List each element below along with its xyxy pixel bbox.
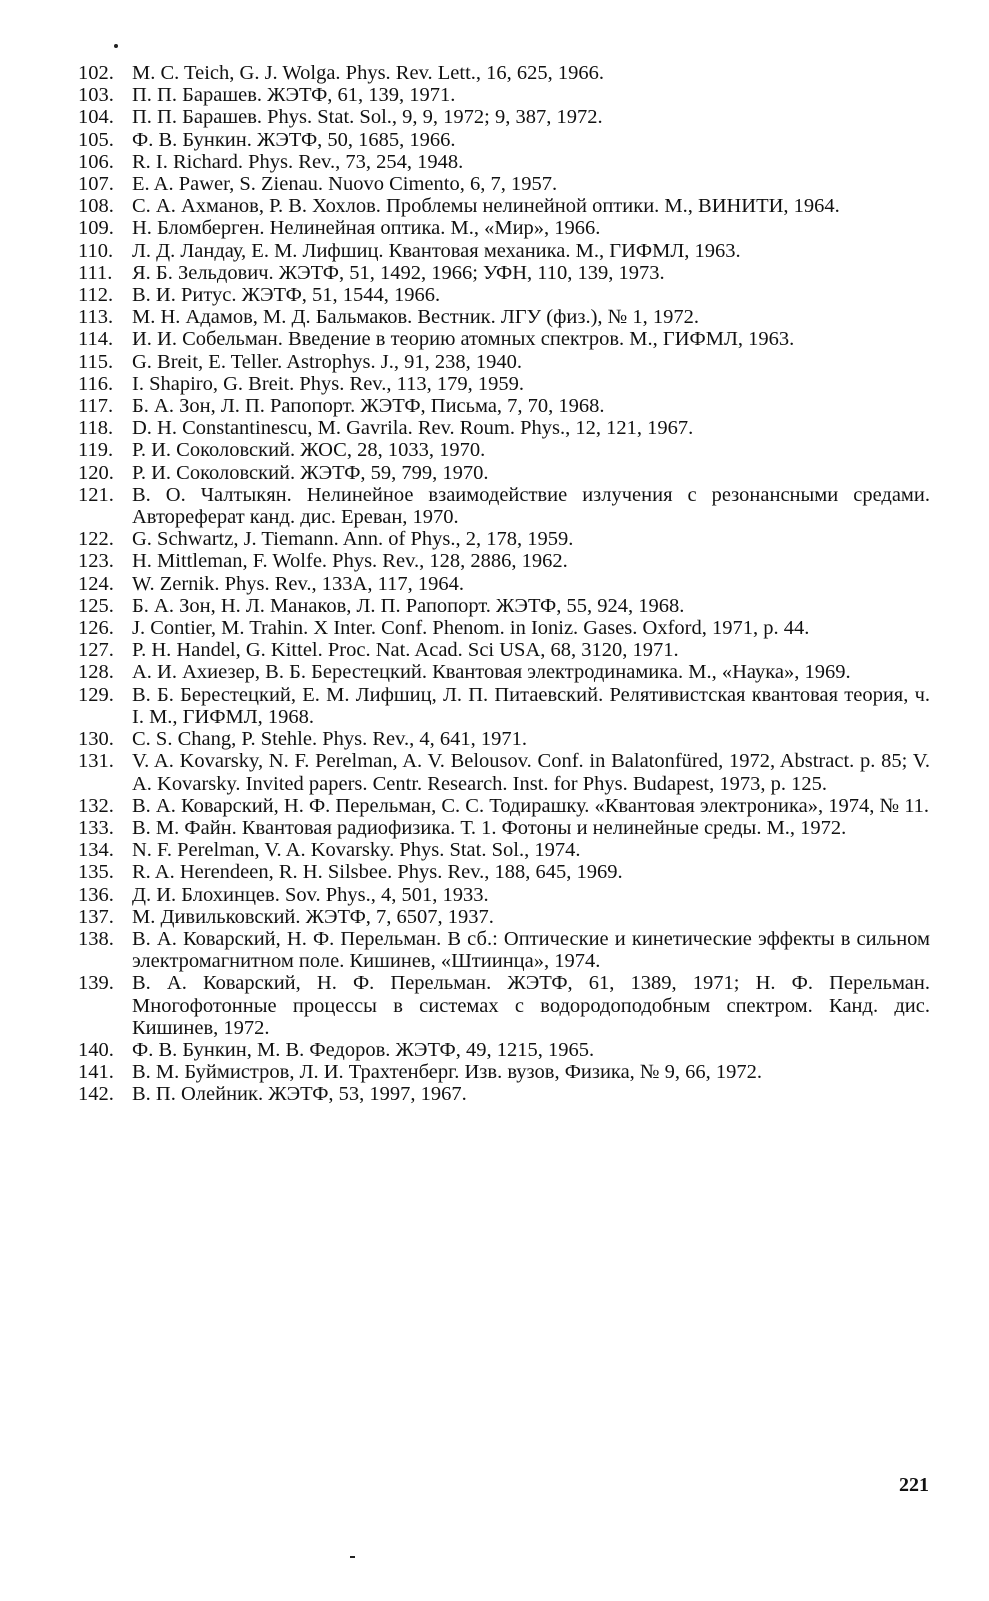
reference-item: [78, 617, 930, 639]
reference-number: 123.: [78, 550, 114, 573]
reference-text: И. И. Собельман. Введение в теорию атомных спектров. М., ГИФМЛ, 1963.: [132, 328, 795, 351]
reference-item: [78, 462, 930, 484]
reference-item: [78, 106, 930, 128]
reference-item: [78, 262, 930, 284]
reference-item: [78, 728, 930, 750]
reference-text: G. Breit, E. Teller. Astrophys. J., 91, 238, 1940.: [132, 350, 522, 373]
reference-item: [78, 817, 930, 839]
reference-text: М. Н. Адамов, М. Д. Бальмаков. Вестник. ЛГУ (физ.), № 1, 1972.: [132, 306, 699, 329]
reference-text: N. F. Perelman, V. A. Kovarsky. Phys. Stat. Sol., 1974.: [132, 839, 581, 862]
reference-text: В. М. Буймистров, Л. И. Трахтенберг. Изв. вузов, Физика, № 9, 66, 1972.: [132, 1061, 762, 1084]
reference-number: 102.: [78, 62, 114, 84]
reference-number: 109.: [78, 217, 114, 240]
reference-number: 115.: [78, 350, 114, 373]
reference-text: I. Shapiro, G. Breit. Phys. Rev., 113, 179, 1959.: [132, 372, 524, 395]
reference-text: Н. Бломберген. Нелинейная оптика. М., «Мир», 1966.: [132, 217, 601, 240]
reference-text: В. И. Ритус. ЖЭТФ, 51, 1544, 1966.: [132, 284, 441, 307]
reference-item: [78, 173, 930, 195]
reference-number: 139.: [78, 972, 114, 995]
reference-item: [78, 684, 930, 728]
reference-text: В. Б. Берестецкий, Е. М. Лифшиц, Л. П. Питаевский. Релятивистская квантовая теория, ч. I. М., ГИФМЛ, 1968.: [132, 683, 930, 728]
reference-text: А. И. Ахиезер, В. Б. Берестецкий. Квантовая электродинамика. М., «Наука», 1969.: [132, 661, 851, 684]
reference-item: [78, 328, 930, 350]
reference-number: 119.: [78, 439, 114, 462]
reference-item: [78, 195, 930, 217]
reference-text: Р. И. Соколовский. ЖЭТФ, 59, 799, 1970.: [132, 461, 489, 484]
reference-item: [78, 573, 930, 595]
reference-text: Б. А. Зон, Н. Л. Манаков, Л. П. Рапопорт. ЖЭТФ, 55, 924, 1968.: [132, 594, 685, 617]
reference-text: В. А. Коварский, Н. Ф. Перельман. ЖЭТФ, 61, 1389, 1971; Н. Ф. Перельман. Многофотонные процессы в системах с водородоподобным спектром. Канд. дис. Кишинев, 1972.: [132, 972, 930, 1039]
reference-number: 131.: [78, 750, 114, 773]
reference-text: Ф. В. Бункин. ЖЭТФ, 50, 1685, 1966.: [132, 128, 456, 151]
reference-text: П. П. Барашев. Phys. Stat. Sol., 9, 9, 1972; 9, 387, 1972.: [132, 106, 603, 129]
reference-item: [78, 62, 930, 84]
reference-item: [78, 395, 930, 417]
reference-text: Б. А. Зон, Л. П. Рапопорт. ЖЭТФ, Письма, 7, 70, 1968.: [132, 395, 605, 418]
reference-item: [78, 528, 930, 550]
reference-text: В. О. Чалтыкян. Нелинейное взаимодействие излучения с резонансными средами. Автореферат канд. дис. Ереван, 1970.: [132, 483, 930, 529]
reference-number: 133.: [78, 816, 114, 839]
reference-text: В. П. Олейник. ЖЭТФ, 53, 1997, 1967.: [132, 1083, 467, 1106]
reference-item: [78, 417, 930, 439]
reference-item: [78, 750, 930, 794]
reference-text: В. М. Файн. Квантовая радиофизика. Т. 1. Фотоны и нелинейные среды. М., 1972.: [132, 816, 847, 839]
reference-text: М. Дивильковский. ЖЭТФ, 7, 6507, 1937.: [132, 905, 494, 928]
reference-number: 140.: [78, 1038, 114, 1061]
reference-text: В. А. Коварский, Н. Ф. Перельман, С. С. Тодирашку. «Квантовая электроника», 1974, № 11.: [132, 794, 930, 817]
reference-number: 138.: [78, 927, 114, 950]
reference-number: 142.: [78, 1083, 114, 1106]
reference-number: 110.: [78, 239, 114, 262]
reference-number: 132.: [78, 794, 114, 817]
reference-item: [78, 595, 930, 617]
reference-number: 129.: [78, 683, 114, 706]
reference-number: 141.: [78, 1061, 114, 1084]
reference-item: [78, 839, 930, 861]
reference-text: W. Zernik. Phys. Rev., 133A, 117, 1964.: [132, 572, 464, 595]
reference-item: [78, 84, 930, 106]
reference-number: 112.: [78, 284, 114, 307]
reference-text: E. A. Pawer, S. Zienau. Nuovo Cimento, 6, 7, 1957.: [132, 173, 558, 196]
reference-text: M. C. Teich, G. J. Wolga. Phys. Rev. Lett., 16, 625, 1966.: [132, 62, 605, 84]
reference-text: C. S. Chang, P. Stehle. Phys. Rev., 4, 641, 1971.: [132, 728, 528, 751]
reference-text: Р. И. Соколовский. ЖОС, 28, 1033, 1970.: [132, 439, 486, 462]
reference-number: 107.: [78, 173, 114, 196]
reference-item: [78, 661, 930, 683]
reference-text: V. A. Kovarsky, N. F. Perelman, A. V. Belousov. Conf. in Balatonfüred, 1972, Abstract. p. 85; V. A. Kovarsky. Invited papers. Centr. Research. Inst. for Phys. Budapest, 1973, p. 125.: [132, 750, 930, 795]
reference-number: 120.: [78, 461, 114, 484]
reference-item: [78, 1039, 930, 1061]
reference-number: 130.: [78, 728, 114, 751]
reference-number: 127.: [78, 639, 114, 662]
reference-item: [78, 129, 930, 151]
reference-number: 121.: [78, 483, 114, 506]
reference-text: D. H. Constantinescu, M. Gavrila. Rev. Roum. Phys., 12, 121, 1967.: [132, 417, 694, 440]
reference-text: В. А. Коварский, Н. Ф. Перельман. В сб.: Оптические и кинетические эффекты в сильном электромагнитном поле. Кишинев, «Штиинца», 1974.: [132, 927, 930, 973]
reference-text: Л. Д. Ландау, Е. М. Лифшиц. Квантовая механика. М., ГИФМЛ, 1963.: [132, 239, 741, 262]
reference-item: [78, 550, 930, 572]
reference-text: Д. И. Блохинцев. Sov. Phys., 4, 501, 1933.: [132, 883, 489, 906]
reference-number: 116.: [78, 372, 114, 395]
reference-item: [78, 639, 930, 661]
reference-text: R. A. Herendeen, R. H. Silsbee. Phys. Rev., 188, 645, 1969.: [132, 861, 623, 884]
reference-number: 111.: [78, 261, 113, 284]
reference-number: 105.: [78, 128, 114, 151]
print-speck: [114, 44, 118, 48]
reference-item: [78, 906, 930, 928]
reference-number: 103.: [78, 84, 114, 107]
reference-text: Ф. В. Бункин, М. В. Федоров. ЖЭТФ, 49, 1215, 1965.: [132, 1038, 595, 1061]
page-number: 221: [899, 1474, 929, 1496]
reference-item: [78, 484, 930, 528]
reference-number: 135.: [78, 861, 114, 884]
reference-number: 118.: [78, 417, 114, 440]
reference-number: 126.: [78, 617, 114, 640]
reference-item: [78, 861, 930, 883]
reference-item: [78, 373, 930, 395]
reference-item: [78, 1083, 930, 1105]
reference-item: [78, 240, 930, 262]
reference-item: [78, 306, 930, 328]
reference-number: 106.: [78, 150, 114, 173]
reference-number: 108.: [78, 195, 114, 218]
reference-number: 113.: [78, 306, 114, 329]
print-speck: [350, 1556, 355, 1558]
reference-item: [78, 1061, 930, 1083]
reference-number: 104.: [78, 106, 114, 129]
reference-number: 122.: [78, 528, 114, 551]
reference-text: G. Schwartz, J. Tiemann. Ann. of Phys., 2, 178, 1959.: [132, 528, 574, 551]
reference-item: [78, 151, 930, 173]
reference-item: [78, 284, 930, 306]
reference-item: [78, 217, 930, 239]
reference-text: J. Contier, M. Trahin. X Inter. Conf. Phenom. in Ioniz. Gases. Oxford, 1971, p. 44.: [132, 617, 810, 640]
reference-number: 128.: [78, 661, 114, 684]
reference-text: H. Mittleman, F. Wolfe. Phys. Rev., 128, 2886, 1962.: [132, 550, 568, 573]
reference-number: 114.: [78, 328, 114, 351]
reference-item: [78, 928, 930, 972]
reference-text: Я. Б. Зельдович. ЖЭТФ, 51, 1492, 1966; УФН, 110, 139, 1973.: [132, 261, 665, 284]
reference-number: 137.: [78, 905, 114, 928]
reference-text: С. А. Ахманов, Р. В. Хохлов. Проблемы нелинейной оптики. М., ВИНИТИ, 1964.: [132, 195, 840, 218]
reference-number: 124.: [78, 572, 114, 595]
reference-list: [78, 62, 930, 1106]
reference-text: П. П. Барашев. ЖЭТФ, 61, 139, 1971.: [132, 84, 456, 107]
reference-item: [78, 972, 930, 1039]
reference-number: 125.: [78, 594, 114, 617]
reference-text: P. H. Handel, G. Kittel. Proc. Nat. Acad. Sci USA, 68, 3120, 1971.: [132, 639, 679, 662]
reference-number: 136.: [78, 883, 114, 906]
reference-item: [78, 439, 930, 461]
reference-item: [78, 884, 930, 906]
reference-item: [78, 351, 930, 373]
reference-number: 134.: [78, 839, 114, 862]
reference-number: 117.: [78, 395, 114, 418]
reference-item: [78, 795, 930, 817]
reference-text: R. I. Richard. Phys. Rev., 73, 254, 1948.: [132, 150, 464, 173]
